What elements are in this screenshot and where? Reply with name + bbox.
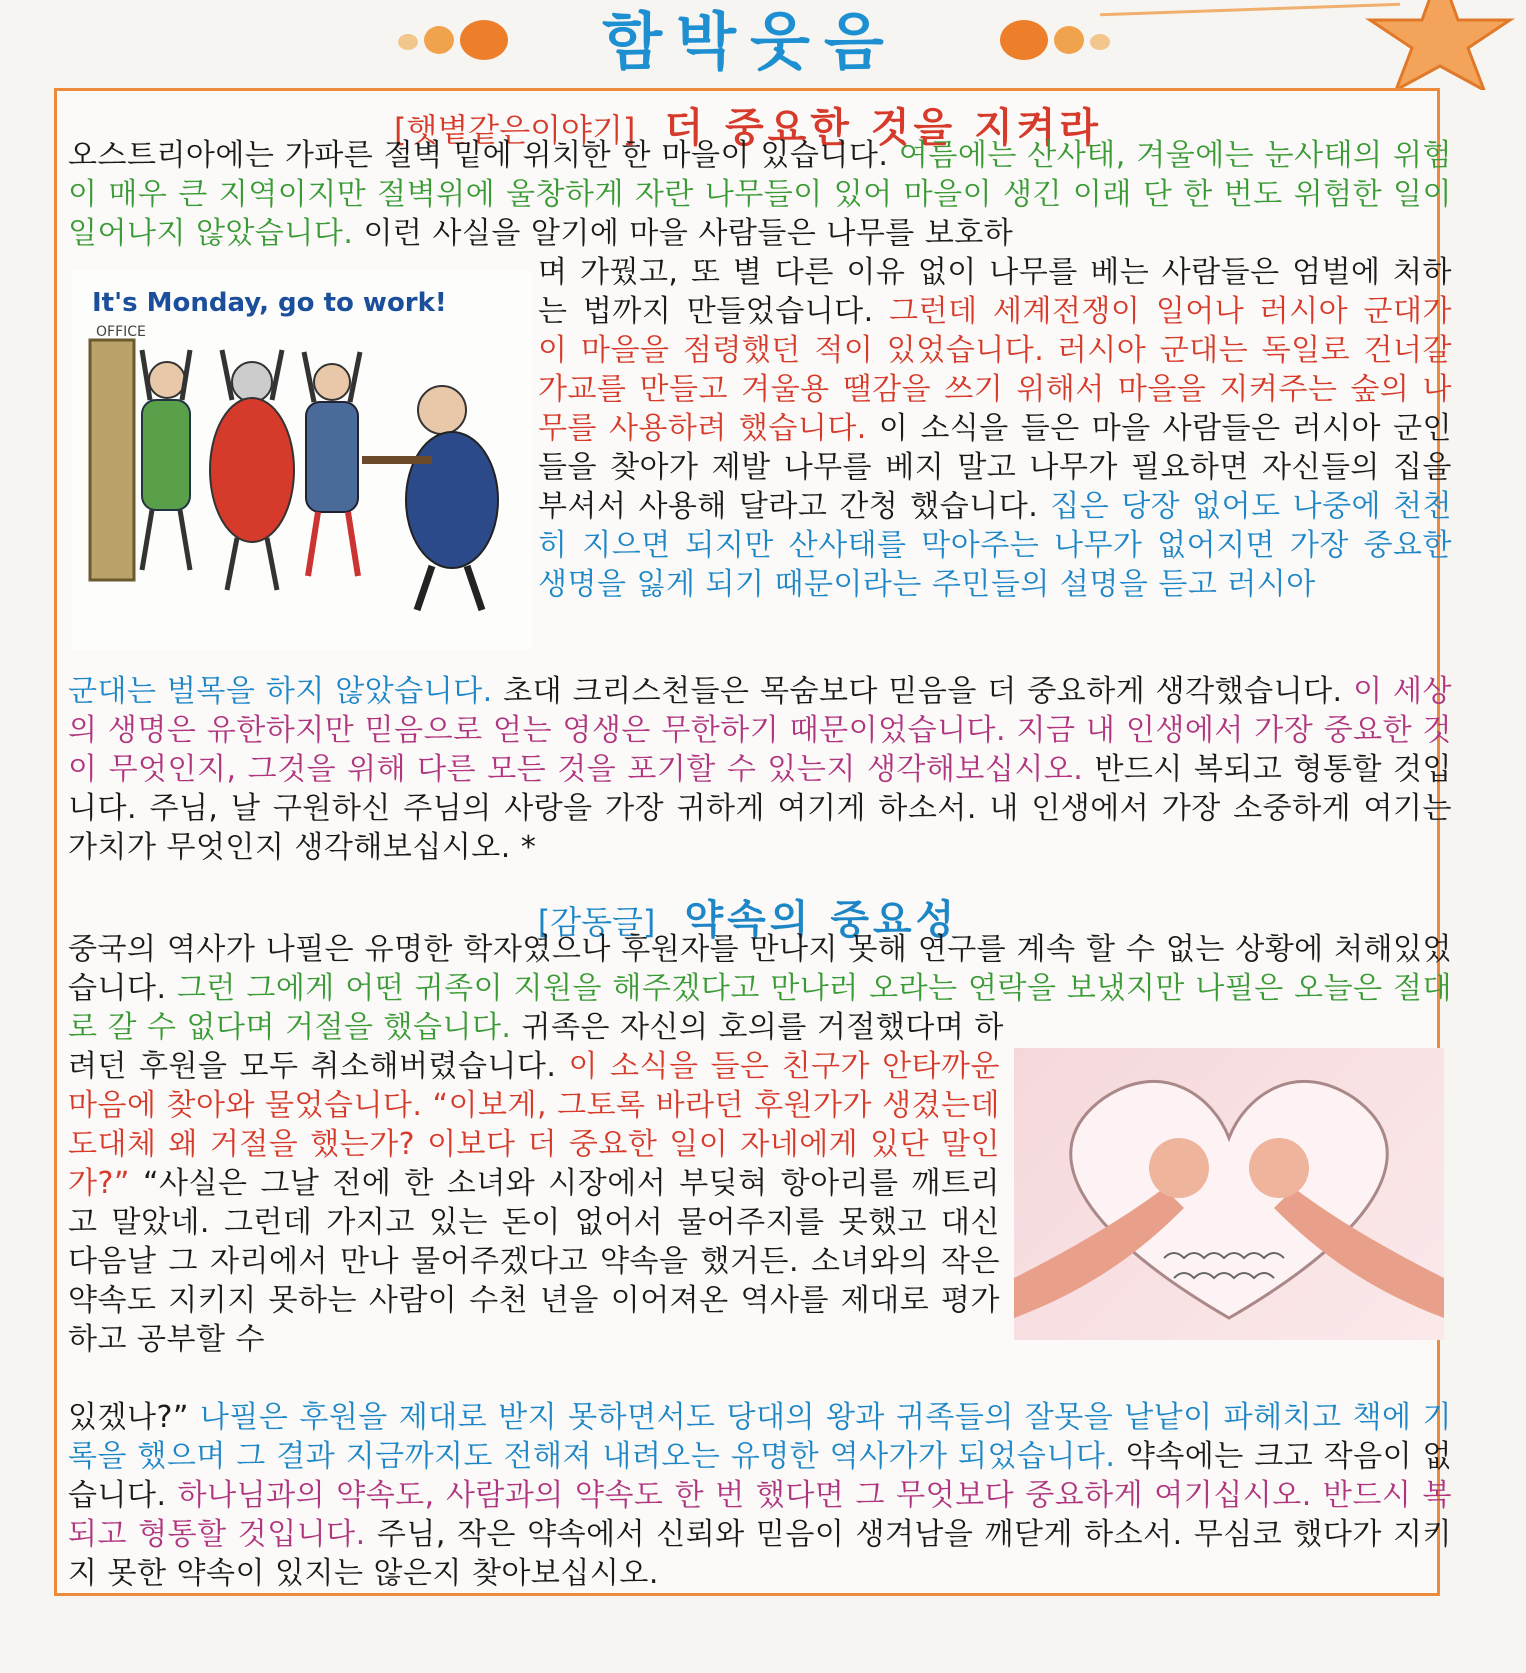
section1-text-9: 반드시 복되고 형통할 것입니다. 주님, 날 구원하신 주님의 사랑을 가장 귀하게 여기게 하소서. 내 인생에서 가장 소중하게 여기는 가치가 무엇인지 생각해보십시오. *	[68, 752, 1452, 865]
section2-text-7: 약속에는 크고 작음이 없습니다.	[68, 1439, 1452, 1513]
decorative-dot	[398, 34, 418, 50]
decorative-dot	[424, 26, 454, 54]
section2-text-8: 하나님과의 약속도, 사람과의 약속도 한 번 했다면 그 무엇보다 중요하게 여기십시오. 반드시 복되고 형통할 것입니다.	[68, 1478, 1453, 1552]
section1-text-6a: 집은 당장 없어도 나중에 천천히 지으면 되지만 산사태를 막아주는 나무가 없어지면 가장 중요한 생명을 잃게 되기 때문이라는 주민들의 설명을 듣고 러시아	[538, 489, 1452, 602]
heart-hands-illustration	[1014, 1048, 1444, 1340]
section1-body-top	[68, 136, 1452, 253]
section2-text-4: 이 소식을 들은 친구가 안타까운 마음에 찾아와 물었습니다. “이보게, 그토록 바라던 후원가가 생겼는데 도대체 왜 거절을 했는가? 이보다 더 중요한 일이 자네에게 있단 말인가?”	[68, 1049, 1000, 1201]
decorative-line	[1100, 3, 1400, 16]
section1-tag: [햇볕같은이야기]	[394, 111, 636, 149]
page-title: 함박웃음	[602, 5, 898, 78]
star-icon	[1360, 0, 1520, 90]
section2-body-column	[68, 1047, 1000, 1359]
cartoon-illustration	[72, 270, 532, 650]
heart-hands-image	[1014, 1048, 1444, 1340]
cartoon-image	[72, 270, 532, 650]
section1-body-bottom	[68, 672, 1452, 867]
section1-text-3a: 이런 사실을 알기에 마을 사람들은 나무를 보호하	[353, 216, 1014, 251]
page-header	[0, 0, 1526, 88]
decorative-dot	[1054, 26, 1084, 54]
section1-text-1: 오스트리아에는 가파른 절벽 밑에 위치한 한 마을이 있습니다.	[68, 138, 899, 173]
section2-text-6: 나필은 후원을 제대로 받지 못하면서도 당대의 왕과 귀족들의 잘못을 낱낱이 파헤치고 책에 기록을 했으며 그 결과 지금까지도 전해져 내려오는 유명한 역사가가 되었습니다.	[68, 1400, 1452, 1474]
section2-text-1: 중국의 역사가 나필은 유명한 학자였으나 후원자를 만나지 못해 연구를 계속 할 수 없는 상황에 처해있었습니다.	[68, 932, 1452, 1006]
section2-body-bottom	[68, 1398, 1452, 1593]
section2-text-9: 주님, 작은 약속에서 신뢰와 믿음이 생겨남을 깨닫게 하소서. 무심코 했다가 지키지 못한 약속이 있지는 않은지 찾아보십시오.	[68, 1517, 1452, 1591]
section1-text-3b: 며 가꿨고, 또 별 다른 이유 없이 나무를 베는 사람들은 엄벌에 처하는 법까지 만들었습니다.	[538, 255, 1452, 329]
office-sign: OFFICE	[96, 324, 146, 340]
cartoon-caption: It's Monday, go to work!	[92, 288, 447, 318]
section1-heading: 더 중요한 것을 지켜라	[664, 105, 1102, 151]
decorative-dot	[1000, 20, 1048, 60]
section2-text-2: 그런 그에게 어떤 귀족이 지원을 해주겠다고 만나러 오라는 연락을 보냈지만 나필은 오늘은 절대로 갈 수 없다며 거절을 했습니다.	[68, 971, 1453, 1045]
section2-body-top	[68, 930, 1452, 1047]
section1-text-7: 초대 크리스천들은 목숨보다 믿음을 더 중요하게 생각했습니다.	[492, 674, 1354, 709]
section2-text-5b: 있겠나?”	[68, 1400, 200, 1435]
section2-text-3a: 귀족은 자신의 호의를 거절했다며 하	[511, 1010, 1004, 1045]
section2-heading: 약속의 중요성	[684, 897, 959, 943]
section1-text-2: 여름에는 산사태, 겨울에는 눈사태의 위험이 매우 큰 지역이지만 절벽위에 울창하게 자란 나무들이 있어 마을이 생긴 이래 단 한 번도 위험한 일이 일어나지 않았습니다.	[68, 138, 1453, 251]
section2-text-5a: “사실은 그날 전에 한 소녀와 시장에서 부딪혀 항아리를 깨트리고 말았네. 그런데 가지고 있는 돈이 없어서 물어주지를 못했고 대신 다음날 그 자리에서 만나 물어주겠다고 약속을 했거든. 소녀와의 작은 약속도 지키지 못하는 사람이 수천 년을 이어져온 역사를 제대로 평가하고 공부할 수	[68, 1166, 1000, 1357]
section1-body-column	[538, 253, 1452, 604]
section2-text-3b: 려던 후원을 모두 취소해버렸습니다.	[68, 1049, 569, 1084]
section1-text-8: 이 세상의 생명은 유한하지만 믿음으로 얻는 영생은 무한하기 때문이었습니다. 지금 내 인생에서 가장 중요한 것이 무엇인지, 그것을 위해 다른 모든 것을 포기할 수 있는지 생각해보십시오.	[68, 674, 1452, 787]
section1-text-4: 그런데 세계전쟁이 일어나 러시아 군대가 이 마을을 점령했던 적이 있었습니다. 러시아 군대는 독일로 건너갈 가교를 만들고 겨울용 땔감을 쓰기 위해서 마을을 지켜주는 숲의 나무를 사용하려 했습니다.	[538, 294, 1452, 446]
decorative-dot	[1090, 34, 1110, 50]
section1-text-6b: 군대는 벌목을 하지 않았습니다.	[68, 674, 493, 709]
section2-tag: [감동글]	[537, 903, 656, 941]
section1-text-5: 이 소식을 들은 마을 사람들은 러시아 군인들을 찾아가 제발 나무를 베지 말고 나무가 필요하면 자신들의 집을 부셔서 사용해 달라고 간청 했습니다.	[538, 411, 1452, 524]
decorative-dot	[460, 20, 508, 60]
